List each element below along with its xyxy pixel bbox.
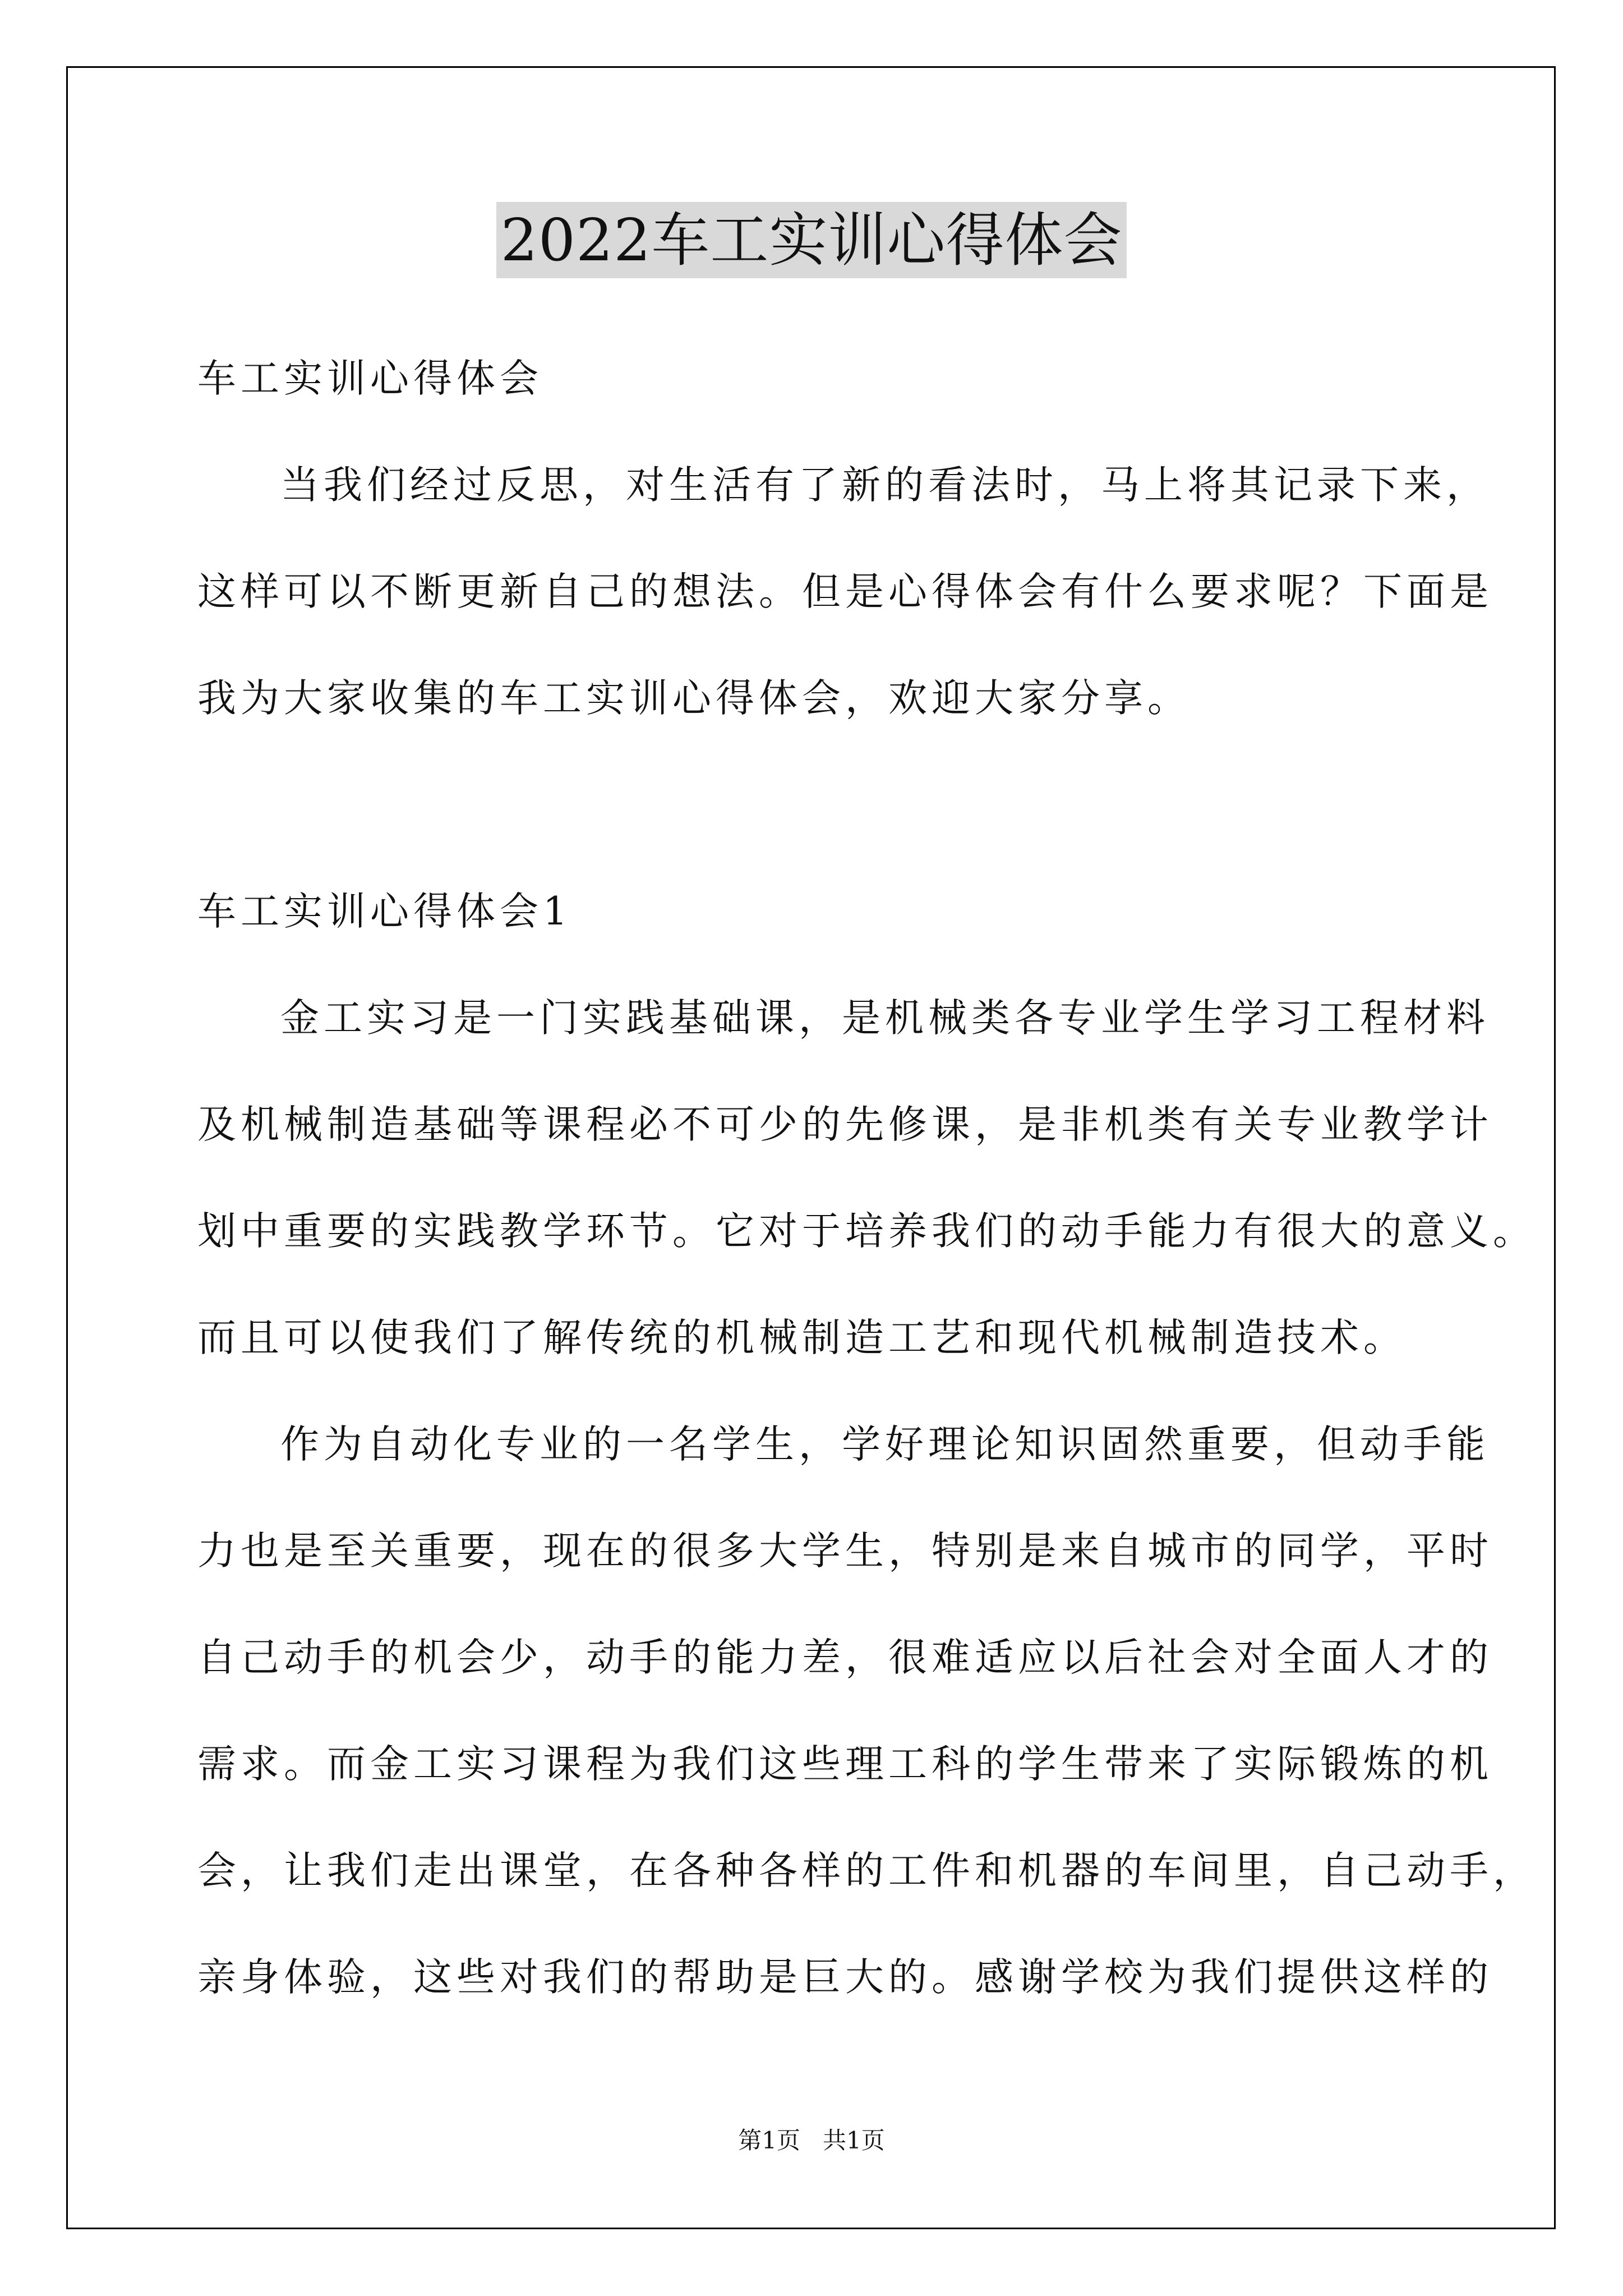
paragraph-line: 亲身体验，这些对我们的帮助是巨大的。感谢学校为我们提供这样的	[197, 1955, 1493, 2000]
intro-line: 当我们经过反思，对生活有了新的看法时，马上将其记录下来，	[280, 463, 1490, 508]
paragraph-line: 会，让我们走出课堂，在各种各样的工件和机器的车间里，自己动手，	[197, 1848, 1536, 1893]
paragraph-line: 自己动手的机会少，动手的能力差，很难适应以后社会对全面人才的	[197, 1635, 1493, 1680]
section-heading: 车工实训心得体会1	[197, 889, 572, 934]
paragraph-line: 作为自动化专业的一名学生，学好理论知识固然重要，但动手能	[280, 1422, 1490, 1467]
document-subtitle: 车工实训心得体会	[197, 356, 543, 401]
paragraph-line: 划中重要的实践教学环节。它对于培养我们的动手能力有很大的意义。	[197, 1209, 1536, 1254]
paragraph-line: 金工实习是一门实践基础课，是机械类各专业学生学习工程材料	[280, 996, 1490, 1041]
document-title: 2022车工实训心得体会	[496, 202, 1127, 278]
intro-line: 这样可以不断更新自己的想法。但是心得体会有什么要求呢？下面是	[197, 569, 1493, 614]
paragraph-line: 力也是至关重要，现在的很多大学生，特别是来自城市的同学，平时	[197, 1529, 1493, 1573]
page-footer: 第1页 共1页	[738, 2127, 885, 2154]
paragraph-line: 需求。而金工实习课程为我们这些理工科的学生带来了实际锻炼的机	[197, 1742, 1493, 1787]
paragraph-line: 及机械制造基础等课程必不可少的先修课，是非机类有关专业教学计	[197, 1102, 1493, 1147]
title-wrap	[0, 202, 1623, 278]
paragraph-line: 而且可以使我们了解传统的机械制造工艺和现代机械制造技术。	[197, 1315, 1407, 1360]
intro-line: 我为大家收集的车工实训心得体会，欢迎大家分享。	[197, 676, 1191, 721]
